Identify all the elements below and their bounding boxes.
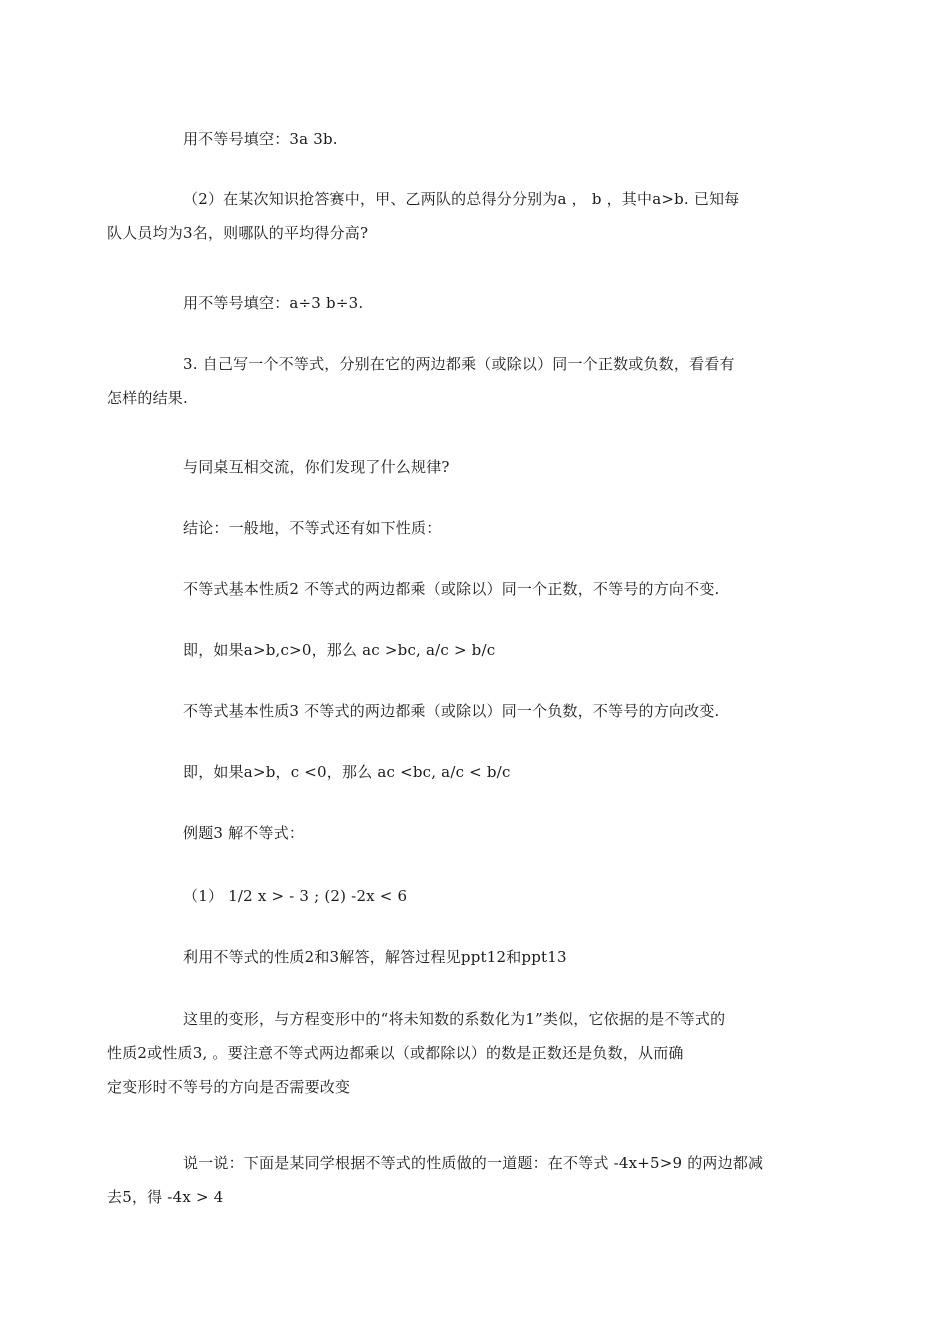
text-line: 队人员均为3名，则哪队的平均得分高? [107,224,369,242]
text-line: 利用不等式的性质2和3解答，解答过程见ppt12和ppt13 [183,948,567,966]
paragraph-property-2 [145,572,805,606]
paragraph-fill-3a-3b [145,122,805,156]
text-line: 例题3 解不等式： [183,824,305,842]
text-line: 说一说：下面是某同学根据不等式的性质做的一道题：在不等式 -4x+5>9 的两边都减 [183,1154,764,1172]
paragraph-fill-division [145,286,805,320]
text-line: 与同桌互相交流，你们发现了什么规律? [183,458,450,476]
text-line: （1） 1/2 x > - 3 ; (2) -2x < 6 [183,887,408,905]
text-line: 结论：一般地，不等式还有如下性质： [183,519,442,537]
paragraph-discussion-exercise [107,1146,805,1214]
text-line: 即，如果a>b,c>0，那么 ac >bc, a/c > b/c [183,641,496,659]
paragraph-transformation-explanation [107,1002,805,1104]
paragraph-example-3-problems [145,879,805,913]
text-line: 用不等号填空：3a 3b. [183,130,338,148]
paragraph-property-3 [145,694,805,728]
paragraph-example-3-solution-note [145,940,805,974]
text-line: 去5，得 -4x > 4 [107,1188,224,1206]
paragraph-quiz-question [107,182,805,250]
paragraph-write-inequality [107,347,805,415]
text-line: 3. 自己写一个不等式，分别在它的两边都乘（或除以）同一个正数或负数，看看有 [183,355,735,373]
paragraph-property-2-formula [145,633,805,667]
paragraph-property-3-formula [145,755,805,789]
text-line: 即，如果a>b，c <0，那么 ac <bc, a/c < b/c [183,763,511,781]
text-line: 性质2或性质3, 。要注意不等式两边都乘以（或都除以）的数是正数还是负数，从而确 [107,1044,684,1062]
text-line: （2）在某次知识抢答赛中，甲、乙两队的总得分分别为a ， b ，其中a>b. 已知每 [183,190,740,208]
text-line: 不等式基本性质2 不等式的两边都乘（或除以）同一个正数，不等号的方向不变. [183,580,720,598]
text-line: 怎样的结果. [107,389,188,407]
text-line: 不等式基本性质3 不等式的两边都乘（或除以）同一个负数，不等号的方向改变. [183,702,720,720]
text-line: 这里的变形，与方程变形中的“将未知数的系数化为1”类似，它依据的是不等式的 [183,1010,726,1028]
paragraph-example-3-title [145,816,805,850]
text-line: 用不等号填空：a÷3 b÷3. [183,294,364,312]
paragraph-conclusion [145,511,805,545]
paragraph-discuss [145,450,805,484]
text-line: 定变形时不等号的方向是否需要改变 [107,1078,351,1096]
